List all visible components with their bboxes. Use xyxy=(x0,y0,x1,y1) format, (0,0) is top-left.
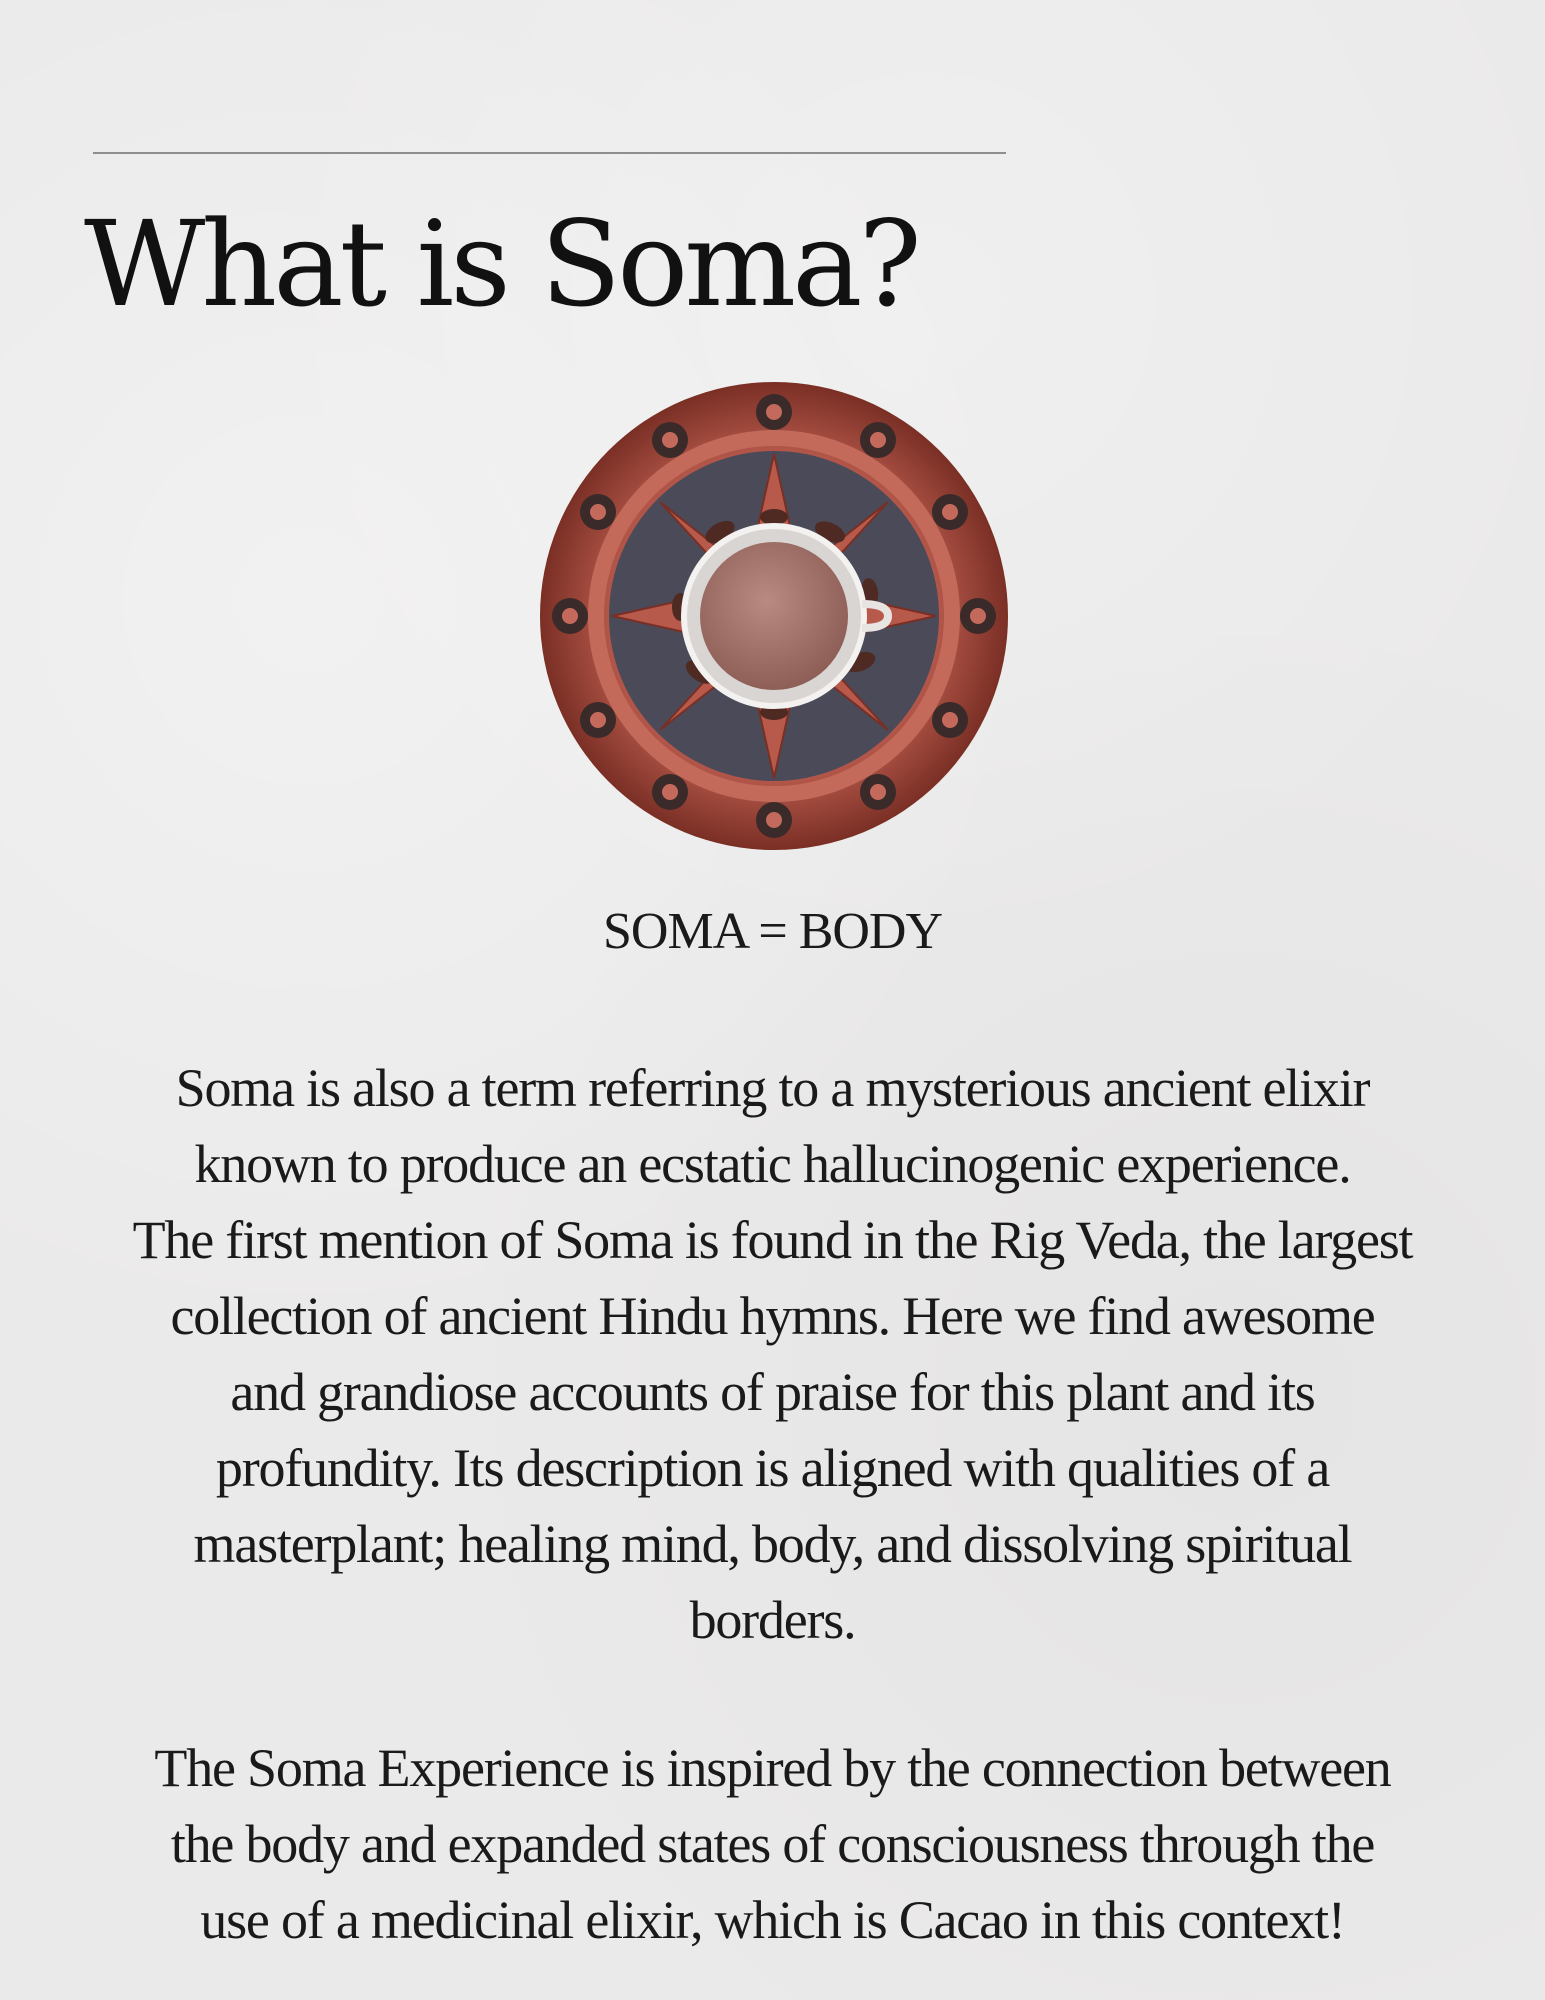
paragraph-line: profundity. Its description is aligned with qualities of a xyxy=(215,1438,1330,1498)
top-divider xyxy=(93,152,1006,154)
experience-paragraph xyxy=(40,1730,1505,1958)
paragraph-line: masterplant; healing mind, body, and dissolving spiritual xyxy=(193,1514,1352,1574)
paragraph-line: use of a medicinal elixir, which is Cacao in this context! xyxy=(200,1890,1345,1950)
paragraph-line: and grandiose accounts of praise for this plant and its xyxy=(230,1362,1315,1422)
subtitle: SOMA = BODY xyxy=(602,903,943,960)
paragraph-line: Soma is also a term referring to a mysterious ancient elixir xyxy=(175,1058,1370,1118)
paragraph-line: The first mention of Soma is found in the Rig Veda, the largest xyxy=(132,1210,1413,1270)
intro-paragraph xyxy=(40,1050,1505,1658)
cacao-cup-image xyxy=(540,382,1008,850)
page-title: What is Soma? xyxy=(84,195,918,333)
paragraph-line: borders. xyxy=(689,1590,856,1650)
paragraph-line: The Soma Experience is inspired by the connection between xyxy=(154,1738,1391,1798)
paragraph-line: the body and expanded states of consciousness through the xyxy=(170,1814,1375,1874)
paragraph-line: known to produce an ecstatic hallucinogenic experience. xyxy=(194,1134,1351,1194)
paragraph-line: collection of ancient Hindu hymns. Here we find awesome xyxy=(170,1286,1375,1346)
